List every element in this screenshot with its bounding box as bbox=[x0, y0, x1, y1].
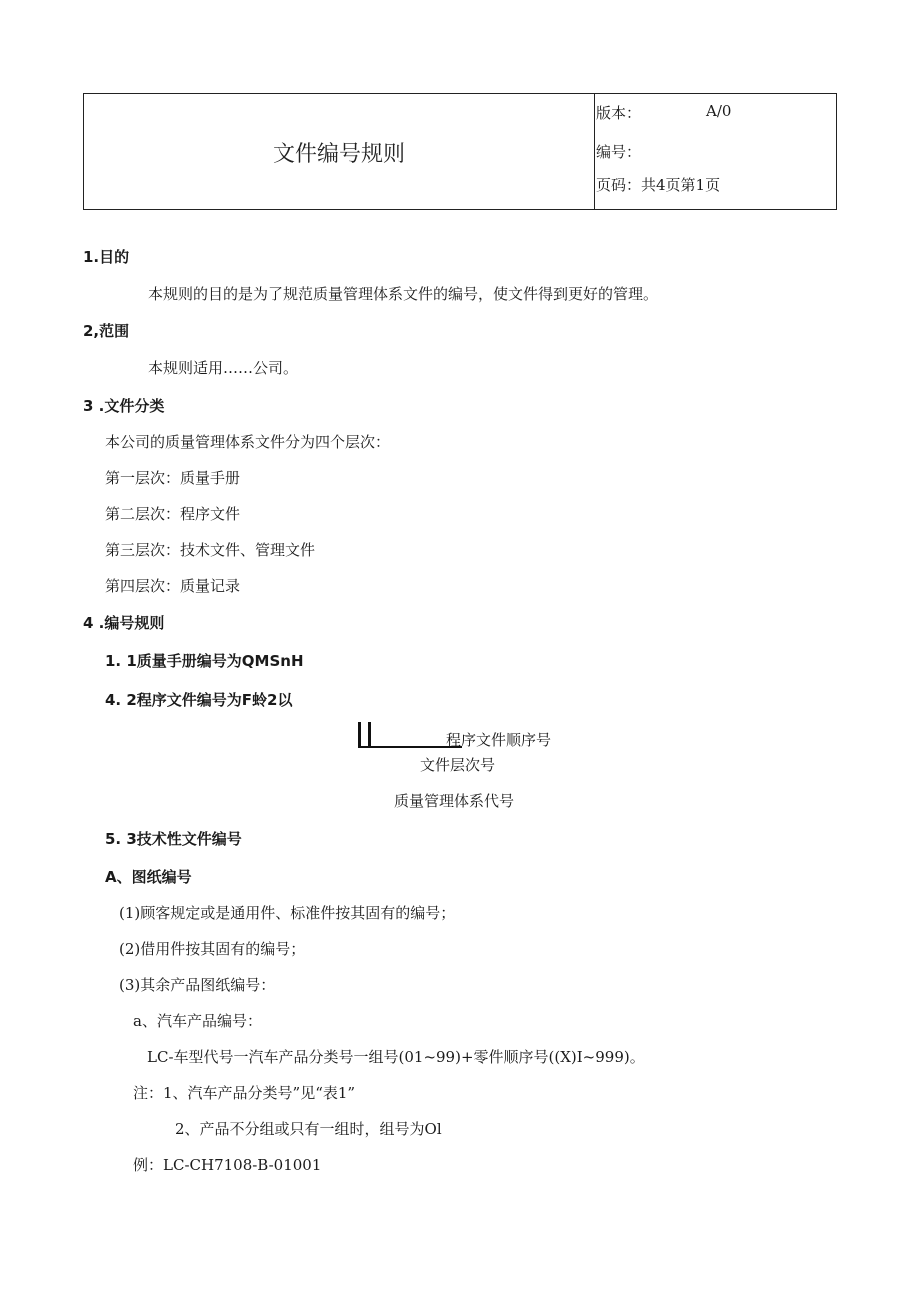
version-label: 版本： bbox=[596, 104, 642, 122]
version-value: A/0 bbox=[706, 102, 732, 120]
section-4-heading: 4 .编号规则 bbox=[83, 614, 165, 632]
list-item: (3)其余产品图纸编号： bbox=[119, 976, 276, 994]
level-item: 第一层次：质量手册 bbox=[105, 469, 241, 487]
section-5-heading: 5. 3技术性文件编号 bbox=[105, 830, 242, 848]
diagram-label-level: 文件层次号 bbox=[420, 756, 496, 774]
section-2-text: 本规则适用……公司。 bbox=[148, 359, 299, 377]
list-item: (1)顾客规定或是通用件、标准件按其固有的编号； bbox=[119, 904, 456, 922]
document-header bbox=[83, 93, 837, 210]
example-line: 例：LC-CH7108-B-01001 bbox=[133, 1156, 322, 1174]
section-1-text: 本规则的目的是为了规范质量管理体系文件的编号，使文件得到更好的管理。 bbox=[148, 285, 659, 303]
section-4-2: 4. 2程序文件编号为F蛉2以 bbox=[105, 691, 293, 709]
list-item: (2)借用件按其固有的编号； bbox=[119, 940, 306, 958]
diagram-label-sequence: 程序文件顺序号 bbox=[446, 731, 552, 749]
section-4-1: 1. 1质量手册编号为QMSnH bbox=[105, 652, 304, 670]
section-3-heading: 3 .文件分类 bbox=[83, 397, 165, 415]
formula-line: LC-车型代号一汽车产品分类号一组号(01~99)+零件顺序号((X)I~999)。 bbox=[147, 1048, 645, 1066]
header-divider bbox=[594, 94, 595, 209]
page-indicator: 页码：共4页第1页 bbox=[596, 176, 721, 194]
level-item: 第四层次：质量记录 bbox=[105, 577, 241, 595]
diagram-tick bbox=[358, 722, 361, 746]
section-3-intro: 本公司的质量管理体系文件分为四个层次： bbox=[105, 433, 391, 451]
note-2: 2、产品不分组或只有一组时，组号为Ol bbox=[175, 1120, 442, 1138]
note-1: 注：1、汽车产品分类号”见“表1” bbox=[133, 1084, 356, 1102]
sub-item-a: a、汽车产品编号： bbox=[133, 1012, 262, 1030]
level-item: 第三层次：技术文件、管理文件 bbox=[105, 541, 316, 559]
diagram-tick bbox=[368, 722, 371, 746]
code-label: 编号： bbox=[596, 143, 642, 161]
diagram-label-system: 质量管理体系代号 bbox=[394, 792, 515, 810]
section-1-heading: 1.目的 bbox=[83, 248, 130, 266]
subsection-a-heading: A、图纸编号 bbox=[105, 868, 192, 886]
document-title: 文件编号规则 bbox=[272, 142, 405, 167]
level-item: 第二层次：程序文件 bbox=[105, 505, 241, 523]
section-2-heading: 2,范围 bbox=[83, 322, 130, 340]
